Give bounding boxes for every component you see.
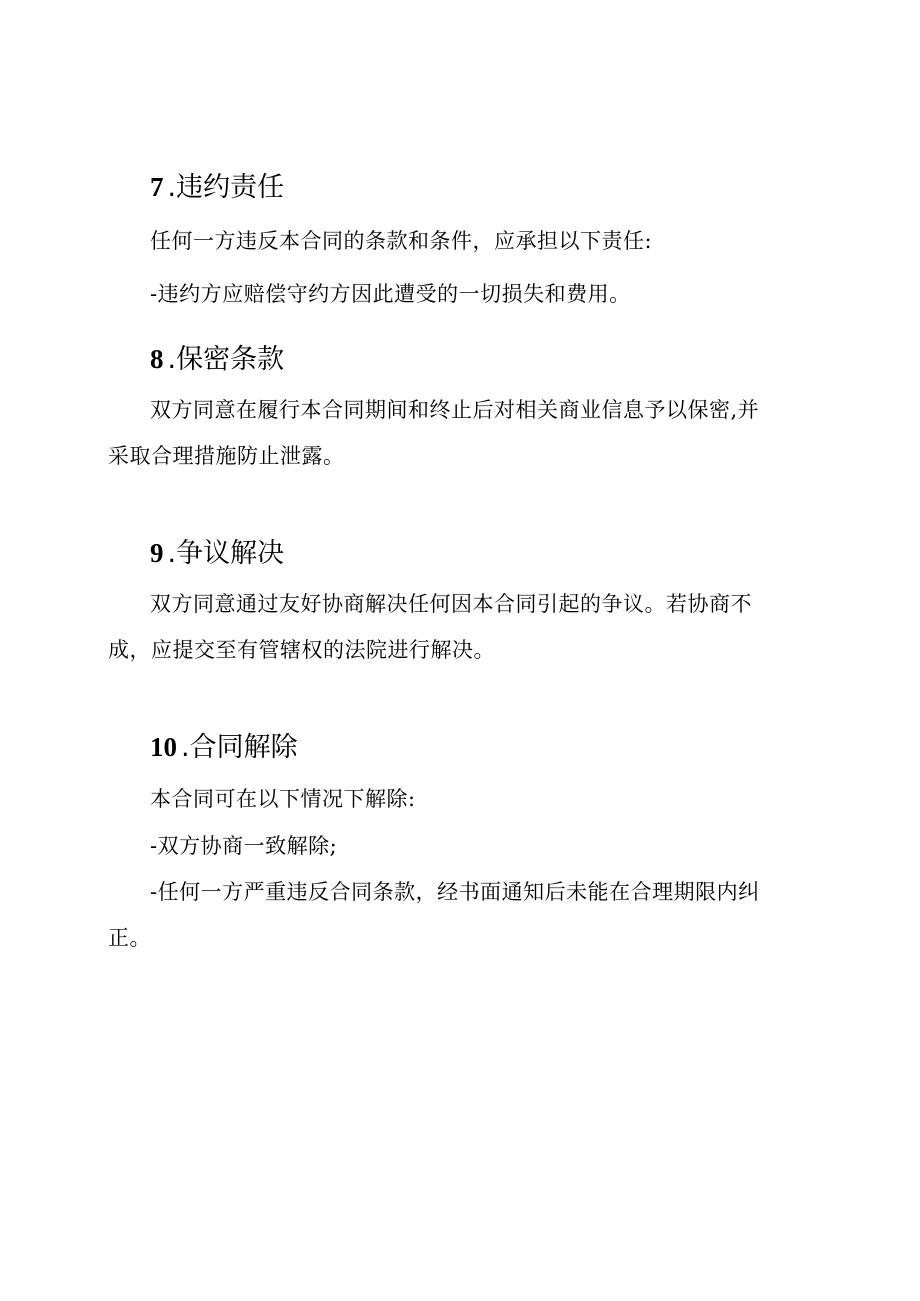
- paragraph-line: -任何一方严重违反合同条款，经书面通知后未能在合理期限内纠: [150, 880, 760, 904]
- section-title: .合同解除: [181, 732, 298, 763]
- section-title: .争议解决: [167, 538, 285, 569]
- section-7-heading: [150, 170, 284, 205]
- section-number: 8: [150, 344, 164, 374]
- section-8-heading: [150, 342, 284, 377]
- section-10-heading: [150, 730, 298, 765]
- paragraph-line: 本合同可在以下情况下解除:: [150, 787, 416, 811]
- paragraph-line: -双方协商一致解除;: [150, 834, 338, 858]
- paragraph-line: 双方同意通过友好协商解决任何因本合同引起的争议。若协商不: [150, 592, 752, 616]
- paragraph-line: -违约方应赔偿守约方因此遭受的一切损失和费用。: [150, 282, 631, 306]
- paragraph-line: 采取合理措施防止泄露。: [108, 444, 345, 468]
- paragraph-line: 正。: [108, 926, 151, 950]
- section-number: 7: [150, 172, 164, 202]
- paragraph-line: 成，应提交至有管辖权的法院进行解决。: [108, 638, 495, 662]
- section-number: 10: [150, 732, 177, 762]
- section-title: .保密条款: [167, 344, 285, 375]
- section-9-heading: [150, 536, 284, 571]
- section-title: .违约责任: [167, 172, 285, 203]
- paragraph-line: 任何一方违反本合同的条款和条件，应承担以下责任:: [150, 229, 653, 253]
- section-number: 9: [150, 538, 164, 568]
- paragraph-line: 双方同意在履行本合同期间和终止后对相关商业信息予以保密,并: [150, 398, 760, 422]
